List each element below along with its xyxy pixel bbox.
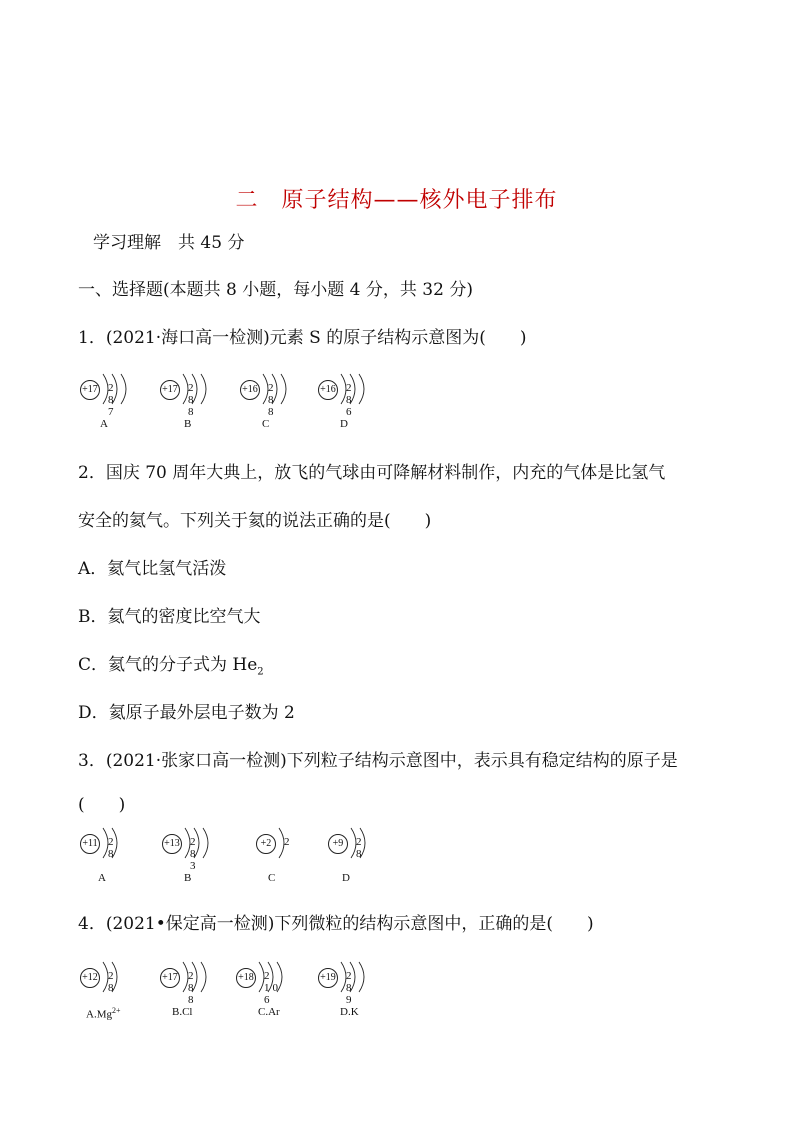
question-4-stem: 4．(2021•保定高一检测)下列微粒的结构示意图中，正确的是( ) <box>78 914 594 934</box>
electron-counts: 2 8 6 <box>346 382 355 418</box>
option-label <box>268 872 275 884</box>
nucleus-label: +17 <box>80 380 100 400</box>
subtitle: 学习理解 共 45 分 <box>93 233 245 253</box>
electron-counts: 2 <box>284 836 293 848</box>
electron-counts: 2 8 8 <box>268 382 277 418</box>
question-2-option-c <box>78 650 264 677</box>
nucleus-label: +13 <box>162 834 182 854</box>
question-1-stem: 1．(2021·海口高一检测)元素 S 的原子结构示意图为( ) <box>78 328 527 348</box>
shell-arc <box>359 374 364 404</box>
option-label <box>262 418 269 430</box>
option-label-text: B.Cl <box>172 1006 193 1018</box>
shell-arc <box>359 962 364 992</box>
nucleus-label: +9 <box>328 834 348 854</box>
shell-arc <box>203 828 208 858</box>
electron-counts: 2 10 6 <box>264 970 281 1006</box>
option-c-text: C．氦气的分子式为 He <box>78 655 258 675</box>
option-label <box>100 418 108 430</box>
option-label-text: D <box>340 418 348 430</box>
question-3-line-2: ( ) <box>78 795 126 815</box>
question-2-option-a: A．氦气比氢气活泼 <box>78 559 227 579</box>
electron-counts: 2 8 3 <box>190 836 199 872</box>
nucleus-label: +16 <box>240 380 260 400</box>
nucleus-label: +19 <box>318 968 338 988</box>
shell-arc <box>121 374 126 404</box>
section-heading: 一、选择题(本题共 8 小题，每小题 4 分，共 32 分) <box>78 280 473 300</box>
electron-counts: 2 8 <box>356 836 365 860</box>
electron-counts: 2 8 7 <box>108 382 117 418</box>
option-label-text: C.Ar <box>258 1006 280 1018</box>
option-label <box>340 1006 359 1018</box>
nucleus-label: +11 <box>80 834 100 854</box>
option-label-text: B <box>184 418 192 430</box>
nucleus-label: +16 <box>318 380 338 400</box>
option-label-text: D <box>342 872 350 884</box>
option-label-text: A.Mg <box>86 1008 112 1021</box>
option-label <box>98 872 106 884</box>
option-label <box>172 1006 192 1018</box>
option-label <box>342 872 350 884</box>
option-label <box>184 418 191 430</box>
option-label <box>258 1006 280 1018</box>
shell-arc <box>201 374 206 404</box>
nucleus-label: +17 <box>160 968 180 988</box>
question-2-option-b: B．氦气的密度比空气大 <box>78 607 261 627</box>
electron-counts: 2 8 <box>108 970 117 994</box>
question-2-line-2: 安全的氦气。下列关于氦的说法正确的是( ) <box>78 511 432 531</box>
electron-counts: 2 8 9 <box>346 970 355 1006</box>
option-label <box>340 418 348 430</box>
option-c-subscript: 2 <box>257 666 264 678</box>
question-2-option-d: D．氦原子最外层电子数为 2 <box>78 703 295 723</box>
question-2-line-1: 2．国庆 70 周年大典上，放飞的气球由可降解材料制作，内充的气体是比氢气 <box>78 463 666 483</box>
option-label <box>86 1006 121 1021</box>
electron-counts: 2 8 8 <box>188 382 197 418</box>
question-3-line-1: 3．(2021·张家口高一检测)下列粒子结构示意图中，表示具有稳定结构的原子是 <box>78 751 678 771</box>
electron-counts: 2 8 <box>108 836 117 860</box>
shell-arc <box>281 374 286 404</box>
option-label <box>184 872 191 884</box>
nucleus-label: +2 <box>256 834 276 854</box>
shell-arc <box>201 962 206 992</box>
option-label-text: A <box>100 418 108 430</box>
option-label-text: B <box>184 872 192 884</box>
nucleus-label: +17 <box>160 380 180 400</box>
nucleus-label: +12 <box>80 968 100 988</box>
option-label-text: C <box>262 418 270 430</box>
electron-counts: 2 8 8 <box>188 970 197 1006</box>
option-label-text: A <box>98 872 106 884</box>
option-label-text: D.K <box>340 1006 359 1018</box>
nucleus-label: +18 <box>236 968 256 988</box>
option-label-text: C <box>268 872 276 884</box>
option-label-superscript: 2+ <box>111 1006 121 1015</box>
page-title: 二 原子结构——核外电子排布 <box>235 188 558 213</box>
